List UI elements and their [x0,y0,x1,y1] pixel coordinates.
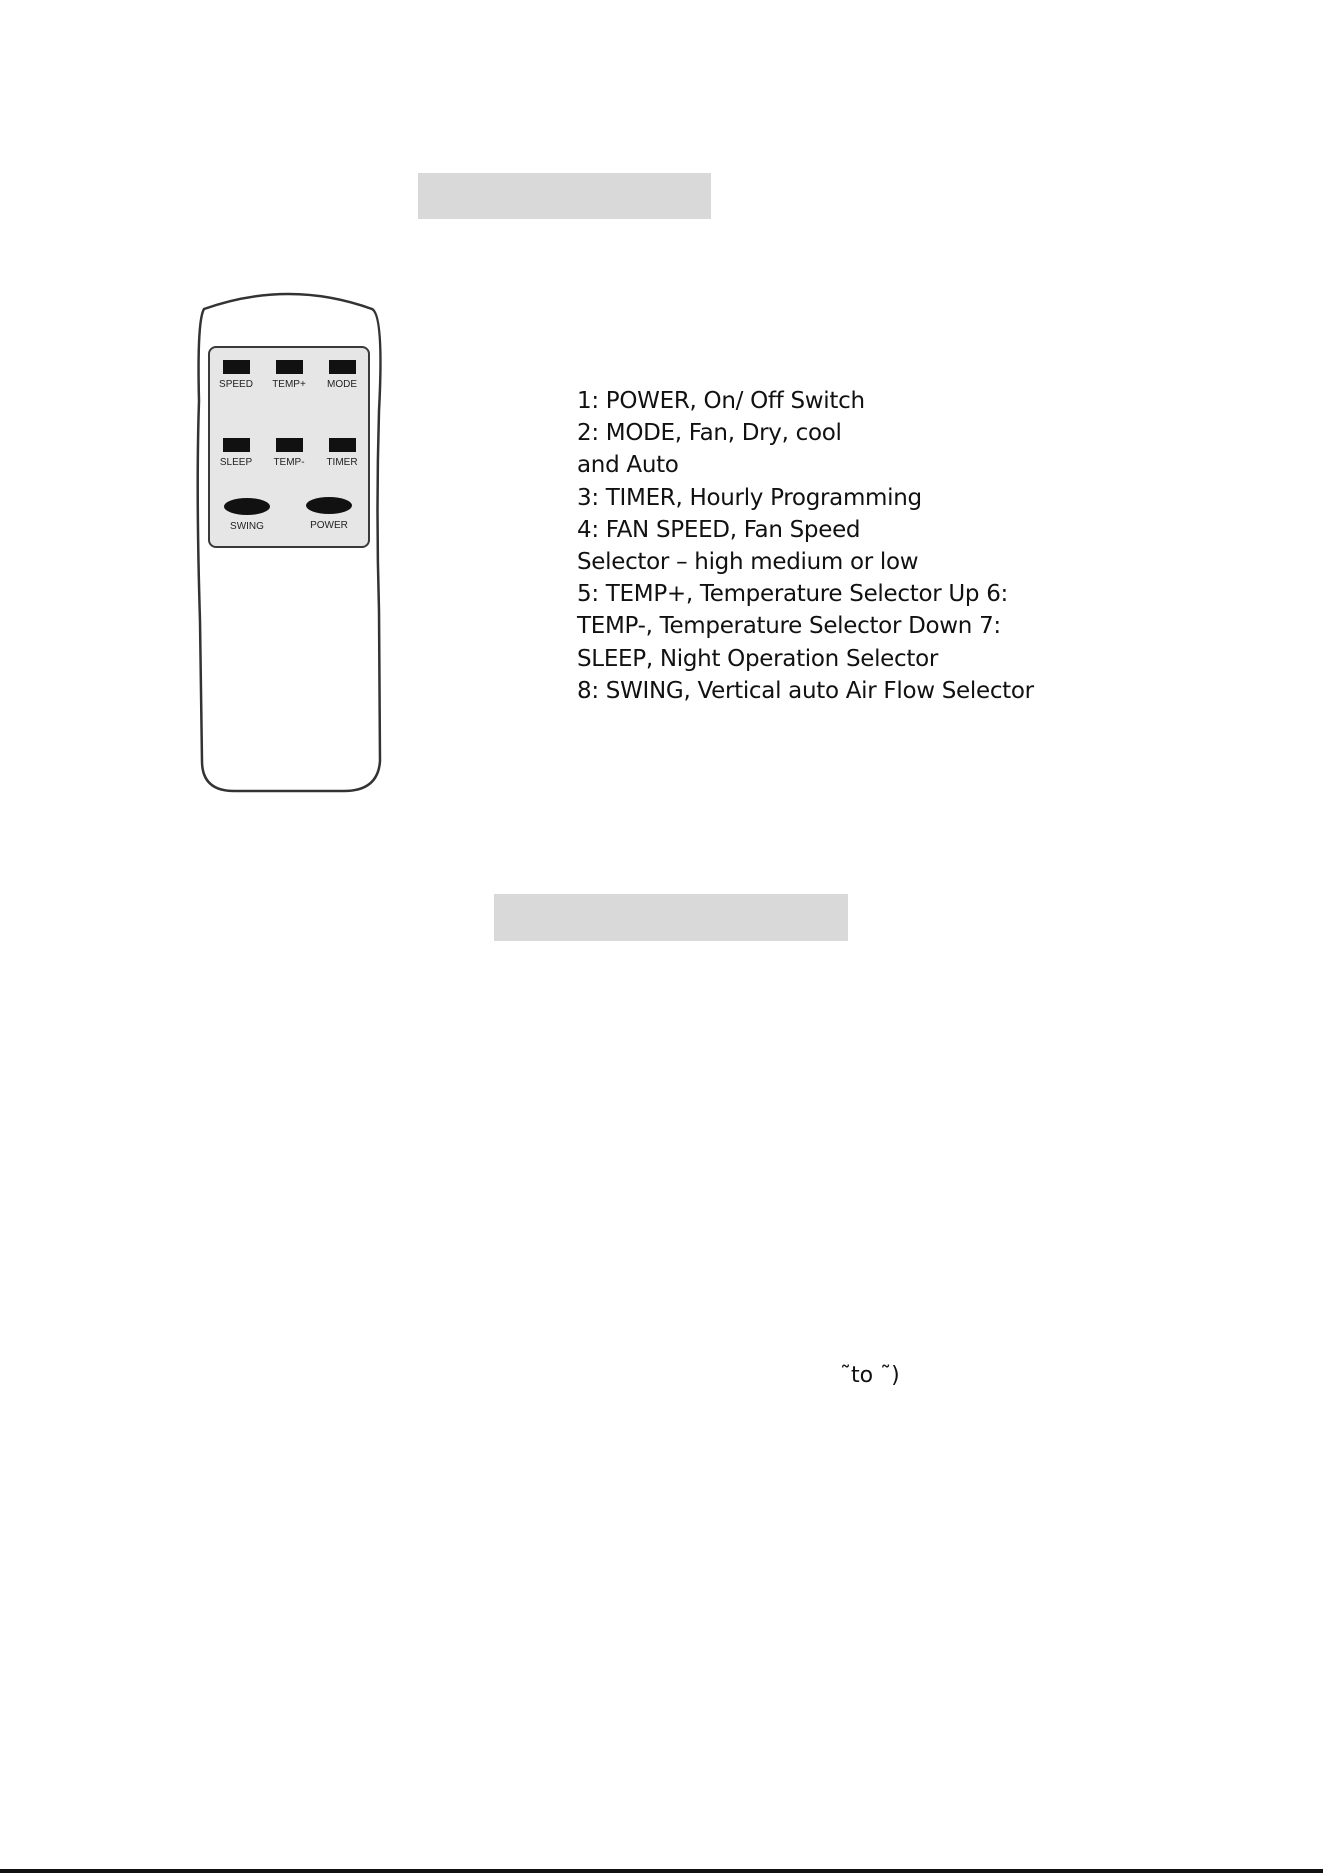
function-line: 5: TEMP+, Temperature Selector Up 6: [577,581,1009,608]
function-line: 8: SWING, Vertical auto Air Flow Selector [577,677,1034,704]
remote-function-list [577,385,1217,707]
temp-down-button-label: TEMP- [273,457,305,468]
mode-button-label: MODE [327,379,357,390]
timer-button-label: TIMER [326,457,358,468]
function-line: TEMP-, Temperature Selector Down 7: [577,613,1001,640]
swing-button[interactable] [217,498,277,536]
timer-button-key[interactable] [329,438,356,452]
power-button-key[interactable] [306,497,352,514]
temp-up-button-label: TEMP+ [272,379,306,390]
temp-down-button-key[interactable] [276,438,303,452]
function-line: 2: MODE, Fan, Dry, cool [577,420,842,447]
sleep-button-key[interactable] [223,438,250,452]
swing-button-label: SWING [230,521,264,532]
sleep-button-label: SLEEP [219,457,253,468]
page-bottom-rule [0,1869,1323,1873]
sleep-button[interactable] [210,438,262,474]
temp-up-button[interactable] [263,360,315,396]
remote-button-panel [208,346,370,548]
power-button-label: POWER [310,520,348,531]
mode-button-key[interactable] [329,360,356,374]
temp-down-button[interactable] [263,438,315,474]
function-line: SLEEP, Night Operation Selector [577,645,939,672]
speed-button-label: SPEED [219,379,253,390]
text-fragment: ˜to ˜) [840,1363,900,1388]
function-line: 1: POWER, On/ Off Switch [577,388,865,414]
section-heading-bar [418,173,711,219]
timer-button[interactable] [316,438,368,474]
speed-button-key[interactable] [223,360,250,374]
function-line: and Auto [577,452,679,479]
temp-up-button-key[interactable] [276,360,303,374]
remote-control-illustration [194,291,384,794]
power-button[interactable] [299,497,359,535]
mode-button[interactable] [316,360,368,396]
function-line: 3: TIMER, Hourly Programming [577,484,922,511]
function-line: Selector – high medium or low [577,549,919,576]
function-line: 4: FAN SPEED, Fan Speed [577,516,861,543]
section-heading-bar [494,894,848,941]
swing-button-key[interactable] [224,498,270,515]
speed-button[interactable] [210,360,262,396]
